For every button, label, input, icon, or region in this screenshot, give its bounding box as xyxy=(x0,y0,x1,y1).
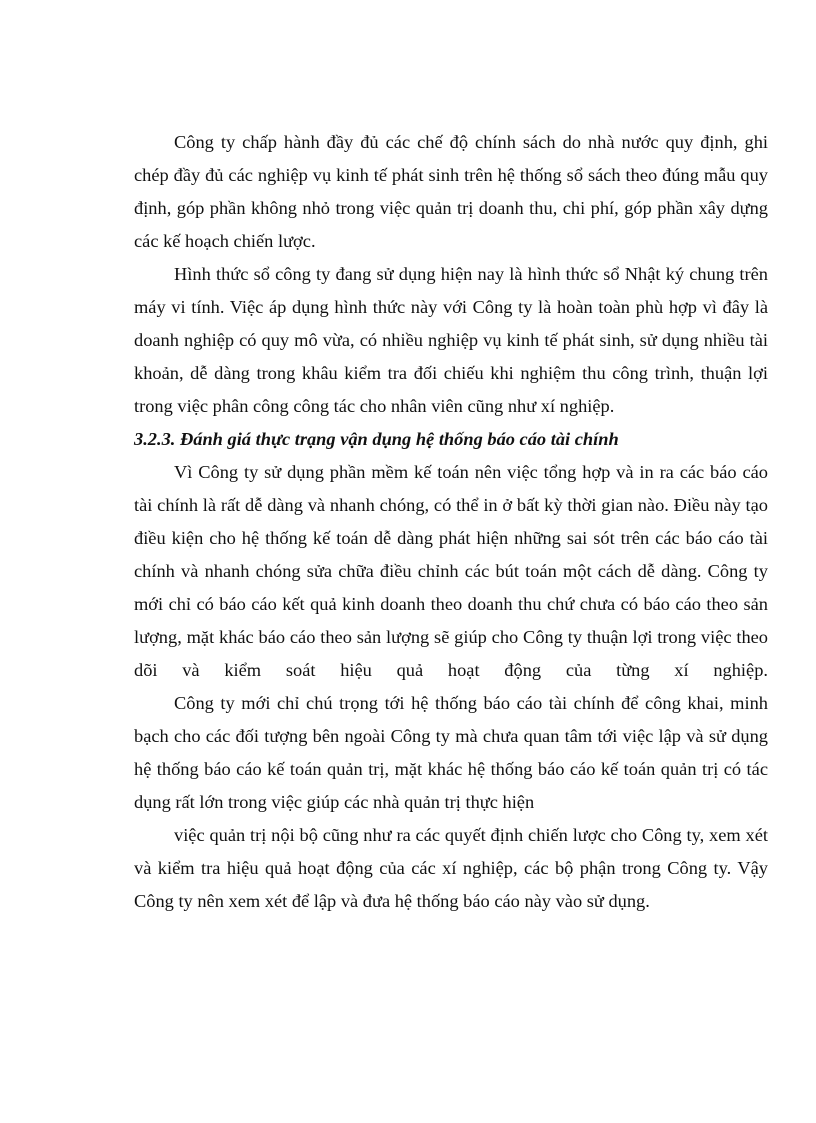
section-heading: 3.2.3. Đánh giá thực trạng vận dụng hệ thống báo cáo tài chính xyxy=(134,429,619,449)
paragraph-financial-reports: Vì Công ty sử dụng phần mềm kế toán nên việc tổng hợp và in ra các báo cáo tài chính là rất dễ dàng và nhanh chóng, có thể in ở bất kỳ thời gian nào. Điều này tạo điều kiện cho hệ thống kế toán dễ dàng phát hiện những sai sót trên các báo cáo tài chính và nhanh chóng sửa chữa điều chỉnh các bút toán một cách dễ dàng. Công ty mới chỉ có báo cáo kết quả kinh doanh theo doanh thu chứ chưa có báo cáo theo sản lượng, mặt khác báo cáo theo sản lượng sẽ giúp cho Công ty thuận lợi trong việc theo dõi và kiểm soát hiệu quả hoạt động của từng xí nghiệp. xyxy=(134,462,768,680)
paragraph-management-reports: Công ty mới chỉ chú trọng tới hệ thống báo cáo tài chính để công khai, minh bạch cho các đối tượng bên ngoài Công ty mà chưa quan tâm tới việc lập và sử dụng hệ thống báo cáo kế toán quản trị, mặt khác hệ thống báo cáo kế toán quản trị có tác dụng rất lớn trong việc giúp các nhà quản trị thực hiện xyxy=(134,693,768,812)
paragraph-bookkeeping-form: Hình thức sổ công ty đang sử dụng hiện nay là hình thức sổ Nhật ký chung trên máy vi tính. Việc áp dụng hình thức này với Công ty là hoàn toàn phù hợp vì đây là doanh nghiệp có quy mô vừa, có nhiều nghiệp vụ kinh tế phát sinh, sử dụng nhiều tài khoản, dễ dàng trong khâu kiểm tra đối chiếu khi nghiệm thu công trình, thuận lợi trong việc phân công công tác cho nhân viên cũng như xí nghiệp. xyxy=(134,264,768,416)
document-page xyxy=(134,126,768,918)
paragraph-conclusion: việc quản trị nội bộ cũng như ra các quyết định chiến lược cho Công ty, xem xét và kiểm tra hiệu quả hoạt động của các xí nghiệp, các bộ phận trong Công ty. Vậy Công ty nên xem xét để lập và đưa hệ thống báo cáo này vào sử dụng. xyxy=(134,825,768,911)
paragraph-compliance: Công ty chấp hành đầy đủ các chế độ chính sách do nhà nước quy định, ghi chép đầy đủ các nghiệp vụ kinh tế phát sinh trên hệ thống sổ sách theo đúng mẫu quy định, góp phần không nhỏ trong việc quản trị doanh thu, chi phí, góp phần xây dựng các kế hoạch chiến lược. xyxy=(134,132,768,251)
